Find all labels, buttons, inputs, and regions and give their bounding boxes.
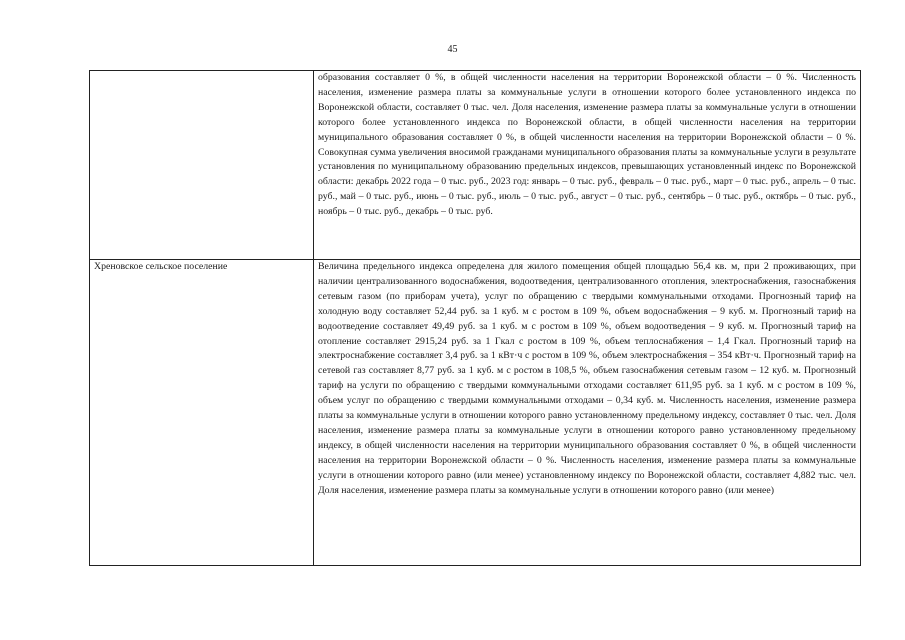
table-row [90,260,861,566]
table-row [90,71,861,260]
indices-table [89,70,861,566]
settlement-name-cell [90,71,314,260]
description-text: образования составляет 0 %, в общей численности населения на территории Воронежской области – 0 %. Численность населения, изменение размера платы за коммунальные услуги в отношении которого более установленного индекса по Воронежской области, составляет 0 тыс. чел. Доля населения, изменение размера платы за коммунальные услуги в отношении которого более установленного индекса по Воронежской области, в общей численности населения на территории муниципального образования составляет 0 %, в общей численности населения на территории Воронежской области – 0 %. Совокупная сумма увеличения вносимой гражданами муниципального образования платы за коммунальные услуги в результате установления по муниципальному образованию предельных индексов, превышающих установленный индекс по Воронежской области: декабрь 2022 года – 0 тыс. руб., 2023 год: январь – 0 тыс. руб., февраль – 0 тыс. руб., март – 0 тыс. руб., апрель – 0 тыс. руб., май – 0 тыс. руб., июнь – 0 тыс. руб., июль – 0 тыс. руб., август – 0 тыс. руб., сентябрь – 0 тыс. руб., октябрь – 0 тыс. руб., ноябрь – 0 тыс. руб., декабрь – 0 тыс. руб. [318,72,856,218]
description-cell [314,71,861,260]
settlement-name-cell: Хреновское сельское поселение [90,260,314,566]
page-number: 45 [447,44,458,55]
description-cell [314,260,861,566]
description-text: Величина предельного индекса определена для жилого помещения общей площадью 56,4 кв. м, при 2 проживающих, при наличии централизованного водоснабжения, водоотведения, централизованного отопления, электроснабжения, газоснабжения сетевым газом (по приборам учета), услуг по обращению с твердыми коммунальными отходами. Прогнозный тариф на холодную воду составляет 52,44 руб. за 1 куб. м с ростом в 109 %, объем водоснабжения – 9 куб. м. Прогнозный тариф на водоотведение составляет 49,49 руб. за 1 куб. м с ростом в 109 %, объем водоотведения – 9 куб. м. Прогнозный тариф на отопление составляет 2915,24 руб. за 1 Гкал с ростом в 109 %, объем теплоснабжения – 1,4 Гкал. Прогнозный тариф на электроснабжение составляет 3,4 руб. за 1 кВт·ч с ростом в 109 %, объем электроснабжения – 354 кВт·ч. Прогнозный тариф на сетевой газ составляет 8,77 руб. за 1 куб. м с ростом в 108,5 %, объем газоснабжения сетевым газом – 12 куб. м. Прогнозный тариф на услуги по обращению с твердыми коммунальными отходами составляет 611,95 руб. за 1 куб. м с ростом в 109 %, объем услуг по обращению с твердыми коммунальными отходами – 0,34 куб. м. Численность населения, изменение размера платы за коммунальные услуги в отношении которого равно установленному предельному индексу, составляет 0 тыс. чел. Доля населения, изменение размера платы за коммунальные услуги в отношении которого равно установленному предельному индексу, в общей численности населения на территории муниципального образования составляет 0 %, в общей численности населения на территории Воронежской области – 0 %. Численность населения, изменение размера платы за коммунальные услуги в отношении которого равно (или менее) установленному индексу по Воронежской области, составляет 4,882 тыс. чел. Доля населения, изменение размера платы за коммунальные услуги в отношении которого равно (или менее) [318,261,856,496]
